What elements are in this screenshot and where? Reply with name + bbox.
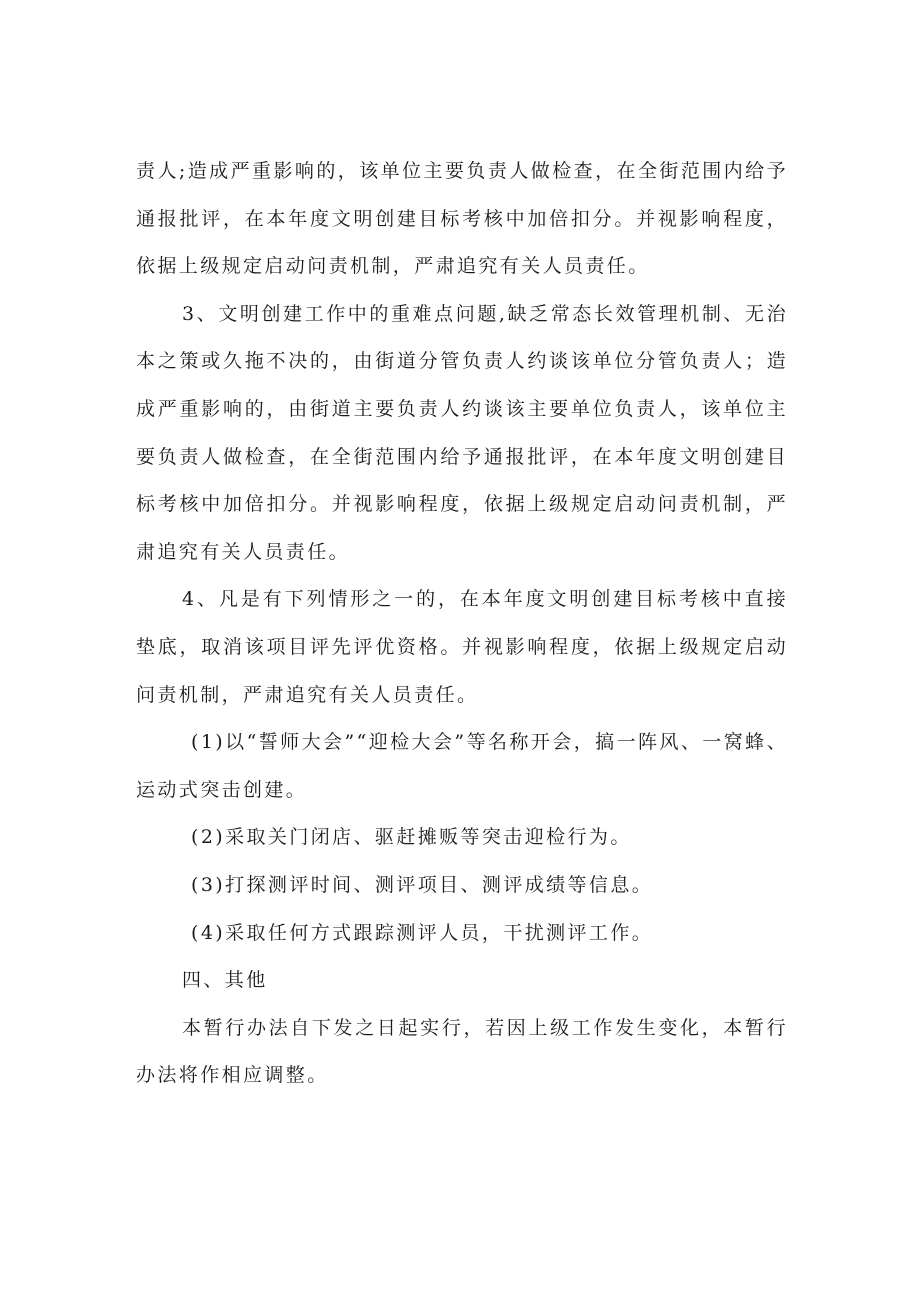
subitem-1: (1)以“誓师大会”“迎检大会”等名称开会，搞一阵风、一窝蜂、运动式突击创建。 [136,731,788,801]
paragraph-item-3: 3、文明创建工作中的重难点问题,缺乏常态长效管理机制、无治本之策或久拖不决的，由街道分管负责人约谈该单位分管负责人；造成严重影响的，由街道主要负责人约谈该主要单位负责人，该单位主要负责人做检查，在全街范围内给予通报批评，在本年度文明创建目标考核中加倍扣分。并视影响程度，依据上级规定启动问责机制，严肃追究有关人员责任。 [136,302,788,563]
document-body [136,148,788,1100]
paragraph-effective-date: 本暂行办法自下发之日起实行，若因上级工作发生变化，本暂行办法将作相应调整。 [136,1016,788,1087]
section-heading-other: 四、其他 [182,969,268,992]
paragraph-responsibility-continued: 责人;造成严重影响的，该单位主要负责人做检查，在全街范围内给予通报批评，在本年度文明创建目标考核中加倍扣分。并视影响程度，依据上级规定启动问责机制，严肃追究有关人员责任。 [136,160,788,278]
subitem-3: (3)打探测评时间、测评项目、测评成绩等信息。 [191,873,654,896]
paragraph-item-4: 4、凡是有下列情形之一的，在本年度文明创建目标考核中直接垫底，取消该项目评先评优资格。并视影响程度，依据上级规定启动问责机制，严肃追究有关人员责任。 [136,588,788,706]
subitem-4: (4)采取任何方式跟踪测评人员，干扰测评工作。 [191,921,654,944]
subitem-2: (2)采取关门闭店、驱赶摊贩等突击迎检行为。 [191,826,632,849]
